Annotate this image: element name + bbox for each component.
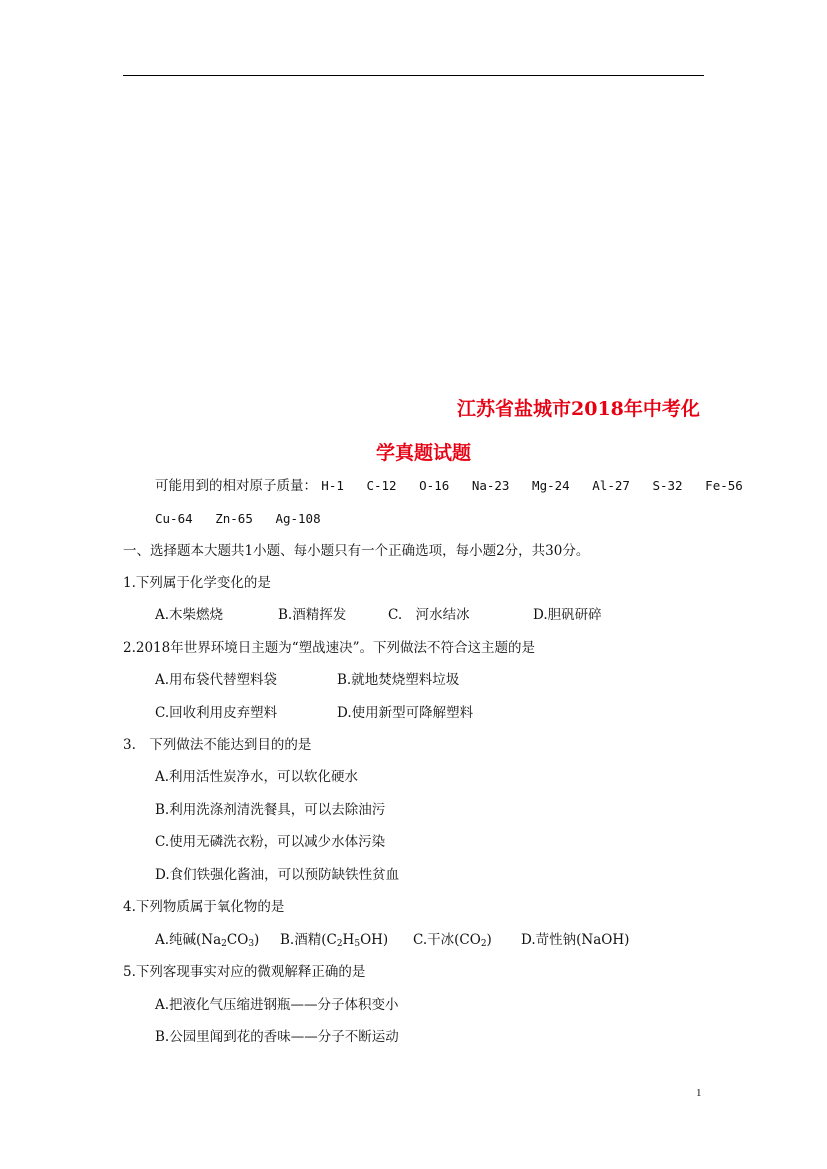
atomic-mass-label: 可能用到的相对原子质量： [155, 478, 317, 494]
mass-item: H-1 [321, 478, 344, 493]
question-4-stem: 4.下列物质属于氧化物的是 [123, 899, 285, 915]
q2-option-c: C.回收利用皮弃塑料 [155, 705, 278, 721]
q2-option-d: D.使用新型可降解塑料 [337, 705, 474, 721]
atomic-mass-line-1 [155, 477, 743, 495]
q1-option-a: A.木柴燃烧 [155, 607, 224, 623]
question-2-stem: 2.2018年世界环境日主题为“塑战速决”。下列做法不符合这主题的是 [123, 640, 536, 656]
question-3-stem: 3. 下列做法不能达到目的的是 [123, 737, 312, 753]
q4-option-b: B.酒精$(C_2H_5OH)$ [280, 932, 389, 949]
page-number: 1 [696, 1087, 702, 1099]
q3-option-d: D.食们铁强化酱油，可以预防缺铁性贫血 [155, 867, 400, 883]
mass-item: S-32 [652, 478, 683, 493]
mass-item: O-16 [419, 478, 450, 493]
mass-item: Zn-65 [215, 511, 253, 526]
q4-option-a: A.纯碱$(Na_2CO_3)$ [155, 932, 260, 949]
q1-option-c: C. 河水结冰 [388, 607, 470, 623]
q5-option-b: B.公园里闻到花的香味——分子不断运动 [155, 1029, 399, 1045]
q5-option-a: A.把液化气压缩进钢瓶——分子体积变小 [155, 997, 399, 1013]
mass-item: Fe-56 [705, 478, 743, 493]
question-5-stem: 5.下列客现事实对应的微观解释正确的是 [123, 964, 366, 980]
q3-option-c: C.使用无磷洗衣粉，可以减少水体污染 [155, 834, 386, 850]
mass-item: Mg-24 [532, 478, 570, 493]
atomic-mass-line-2 [155, 510, 321, 528]
section-heading: 一、选择题本大题共1小题、每小题只有一个正确选项，每小题2分，共30分。 [123, 543, 590, 559]
q1-option-d: D.胆矾研碎 [533, 607, 602, 623]
title-line-1: 江苏省盐城市2018年中考化 [457, 398, 700, 420]
mass-item: Cu-64 [155, 511, 193, 526]
q2-option-a: A.用布袋代替塑料袋 [155, 672, 278, 688]
mass-item: Al-27 [592, 478, 630, 493]
mass-item: Na-23 [471, 478, 510, 493]
q3-option-b: B.利用洗涤剂清洗餐具，可以去除油污 [155, 802, 386, 818]
mass-item: C-12 [366, 478, 397, 493]
mass-item: Ag-108 [275, 511, 321, 526]
q4-option-d: D.苛性钠(NaOH) [521, 932, 630, 948]
q1-option-b: B.酒精挥发 [278, 607, 347, 623]
title-line-2: 学真题试题 [376, 442, 472, 464]
header-rule [123, 75, 704, 76]
q4-option-c: C.干冰$(CO_2)$ [413, 932, 492, 949]
q2-option-b: B.就地焚烧塑料垃圾 [337, 672, 460, 688]
question-1-stem: 1.下列属于化学变化的是 [123, 575, 271, 591]
q3-option-a: A.利用活性炭净水，可以软化硬水 [155, 769, 359, 785]
